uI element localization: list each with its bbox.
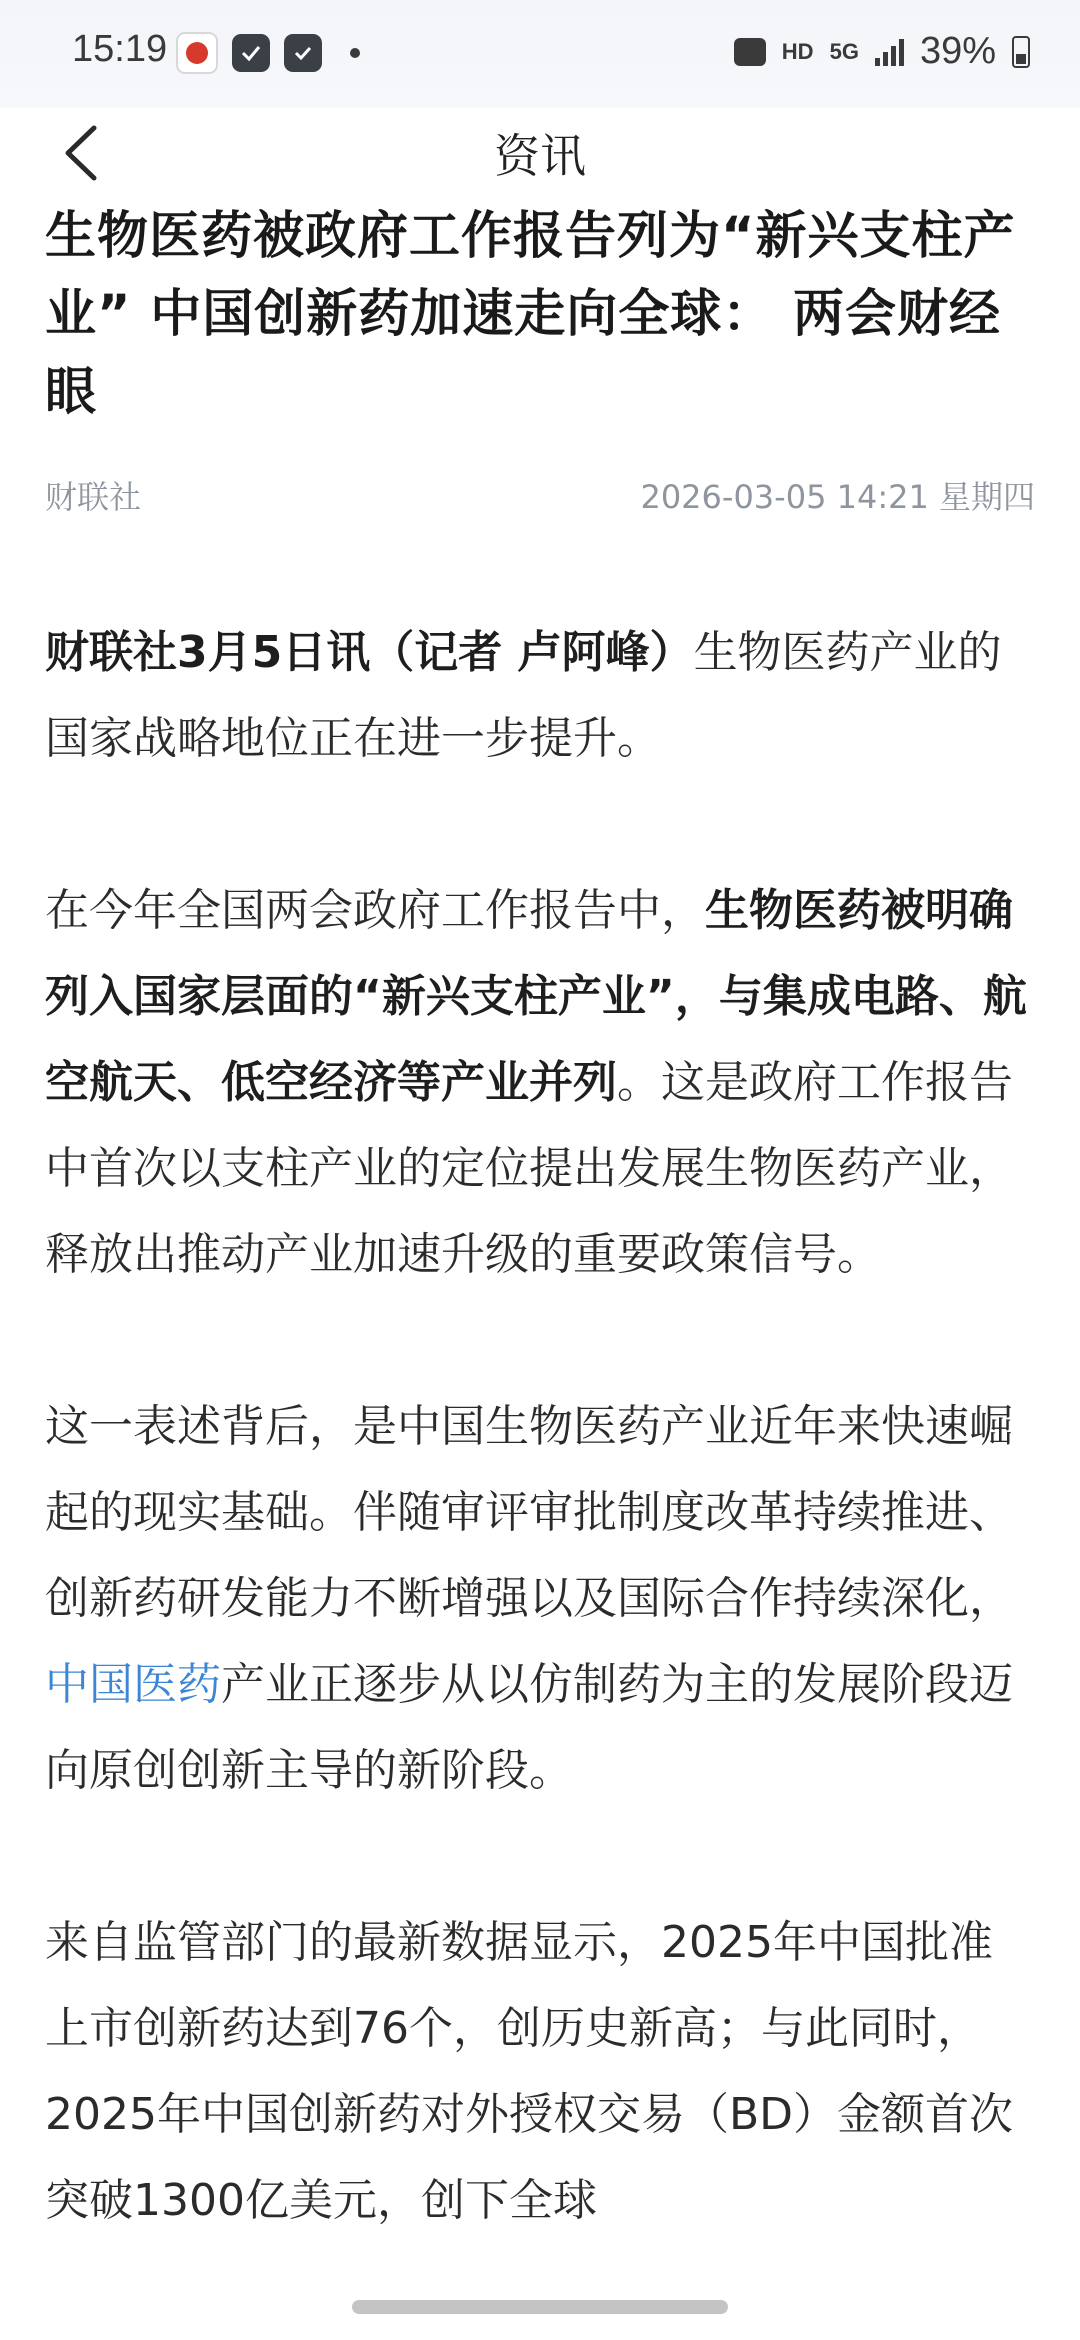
message-icon — [734, 38, 766, 66]
status-time: 15:19 — [72, 28, 168, 70]
bottom-fade — [0, 2250, 1080, 2340]
stock-link-china-pharma[interactable]: 中国医药 — [45, 1659, 221, 1710]
article-headline: 生物医药被政府工作报告列为“新兴支柱产业” 中国创新药加速走向全球： 两会财经眼 — [45, 207, 1016, 422]
signal-icon — [875, 38, 904, 66]
home-indicator[interactable] — [352, 2300, 728, 2314]
paragraph-3-text-b: 产业正逐步从以仿制药为主的发展阶段迈向原创创新主导的新阶段。 — [45, 1659, 1013, 1796]
paragraph-1-text: 生物医药产业的国家战略地位正在进一步提升。 — [45, 627, 1002, 764]
battery-percentage: 39% — [919, 30, 996, 72]
paragraph-3 — [45, 1384, 1035, 1814]
article-meta — [45, 472, 1035, 522]
paragraph-3-text-a: 这一表述背后，是中国生物医药产业近年来快速崛起的现实基础。伴随审评审批制度改革持续推进、创新药研发能力不断增强以及国际合作持续深化， — [45, 1401, 1013, 1624]
page-title: 资讯 — [494, 129, 586, 183]
status-notification-icons — [176, 32, 360, 74]
more-notifications-dot — [350, 48, 360, 58]
network-type-label: 5G — [829, 38, 859, 64]
app-notification-icon — [176, 32, 218, 74]
status-bar — [0, 0, 1080, 108]
article — [45, 198, 1035, 2330]
nav-header — [0, 108, 1080, 198]
article-source[interactable]: 财联社 — [45, 478, 142, 516]
paragraph-2-emphasis: 生物医药被明确列入国家层面的“新兴支柱产业”，与集成电路、航空航天、低空经济等产业并列 — [45, 885, 1027, 1108]
task-icon — [232, 34, 270, 72]
status-system-icons — [734, 30, 1030, 73]
paragraph-4-text: 来自监管部门的最新数据显示，2025年中国批准上市创新药达到76个，创历史新高；与此同时，2025年中国创新药对外授权交易（BD）金额首次突破1300亿美元，创下全球 — [45, 1917, 1014, 2226]
paragraph-4 — [45, 1900, 1035, 2244]
article-body — [45, 610, 1035, 2244]
paragraph-2 — [45, 868, 1035, 1298]
paragraph-1 — [45, 610, 1035, 782]
checkbox-icon — [284, 34, 322, 72]
paragraph-1-lead: 财联社3月5日讯（记者 卢阿峰） — [45, 627, 694, 678]
hd-label: HD — [781, 38, 814, 64]
paragraph-2-text-b: 。这是政府工作报告中首次以支柱产业的定位提出发展生物医药产业，释放出推动产业加速升级的重要政策信号。 — [45, 1057, 1013, 1280]
article-datetime: 2026-03-05 14:21 星期四 — [640, 478, 1035, 516]
paragraph-2-text-a: 在今年全国两会政府工作报告中， — [45, 885, 705, 936]
battery-icon — [1012, 36, 1030, 68]
